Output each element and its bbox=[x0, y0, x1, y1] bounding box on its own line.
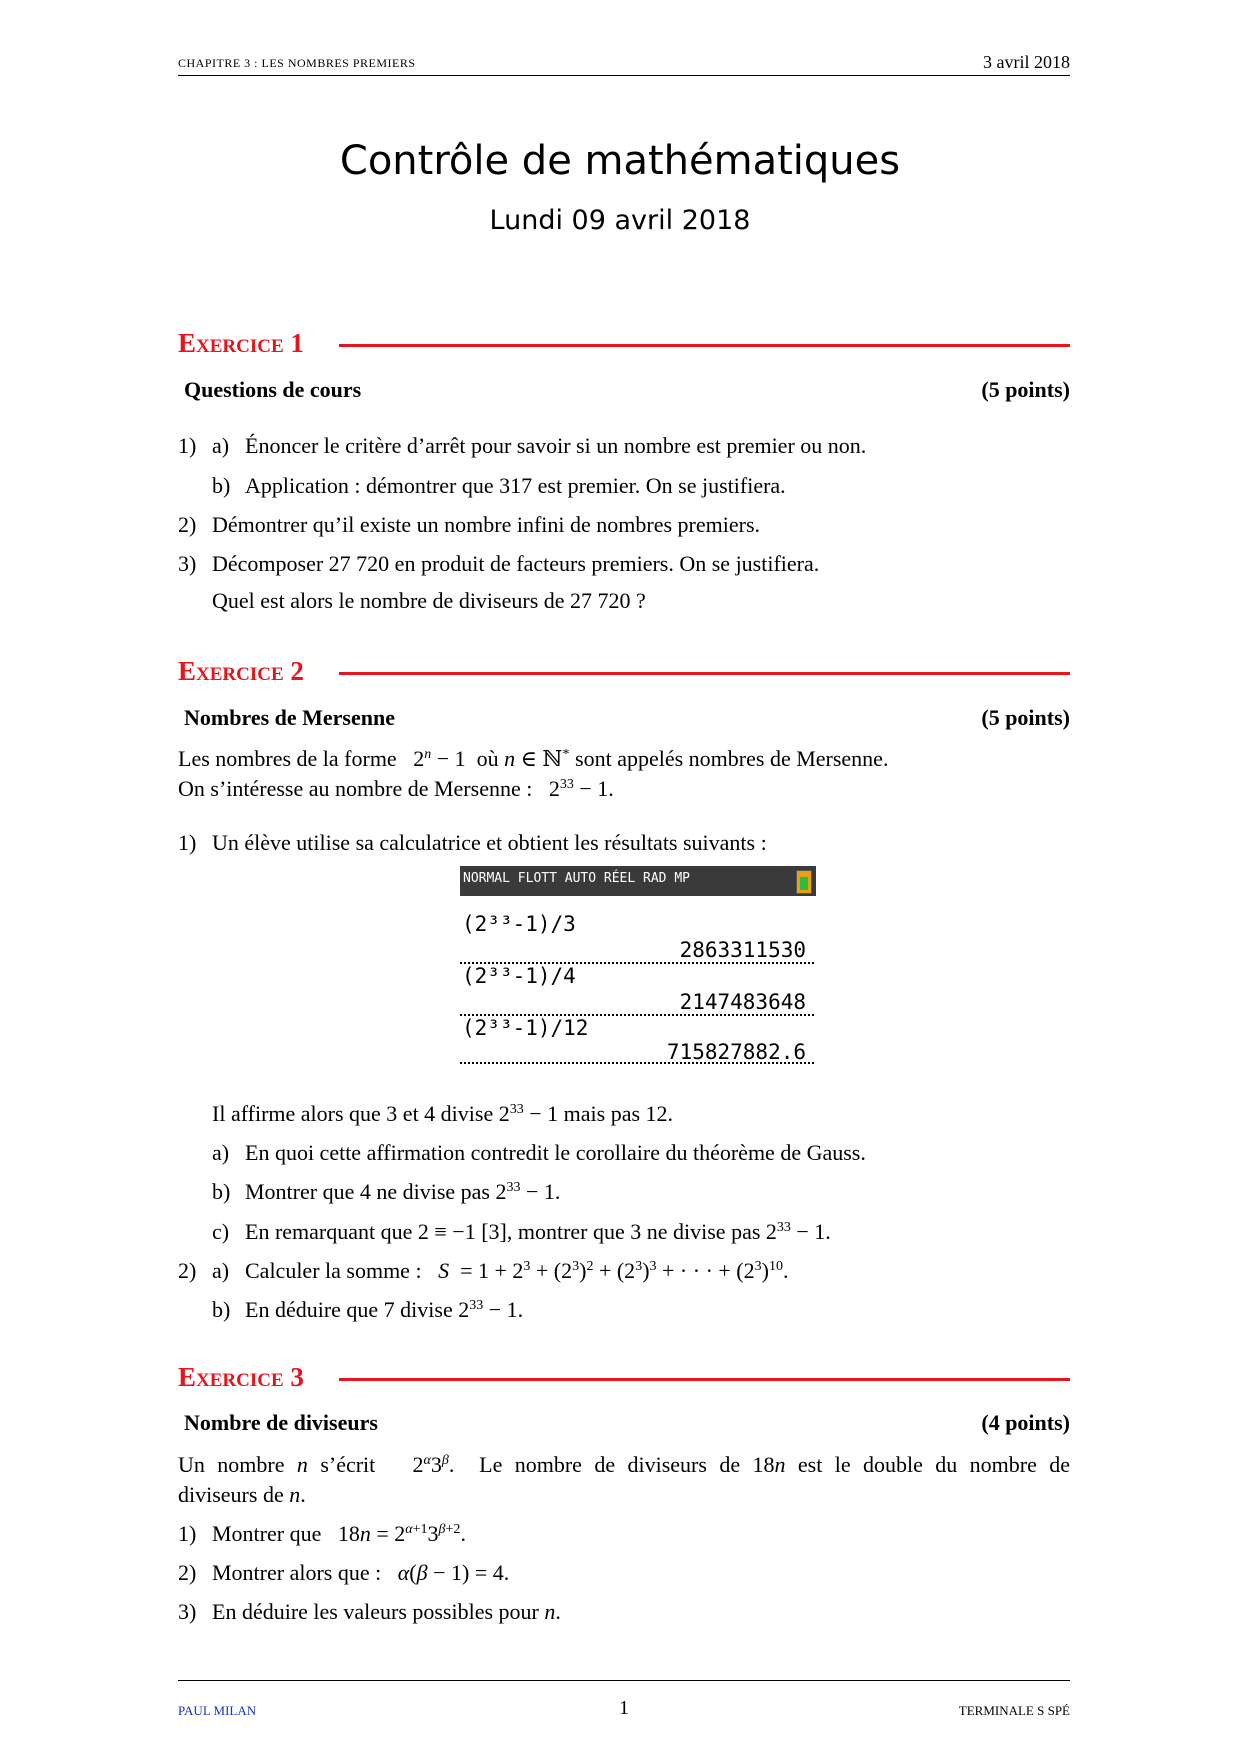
exercise-3-heading bbox=[178, 1362, 1070, 1394]
ex3-intro-d: est le double du nombre de bbox=[797, 1452, 1071, 1477]
ex3-q1-line: Montrer que $18n = 2^{\alpha+1}3^{\beta+2}$. bbox=[212, 1521, 466, 1546]
ex2-intro2: On s’intéresse au nombre de Mersenne : bbox=[178, 776, 533, 801]
exercise-2-points: (5 points) bbox=[981, 705, 1070, 730]
ex2-qc-letter: c) bbox=[212, 1219, 230, 1244]
calc-separator bbox=[460, 1062, 814, 1064]
calc-expression: (2³³-1)/12 bbox=[462, 1016, 589, 1040]
ex2-q1-num: 1) bbox=[178, 830, 197, 855]
calculator-status-bar: NORMAL FLOTT AUTO RÉEL RAD MP bbox=[460, 866, 816, 896]
footer-rule bbox=[178, 1680, 1070, 1681]
exercise-2-subtitle: Nombres de Mersenne bbox=[184, 705, 395, 730]
ex2-intro1-b: sont appelés nombres de Mersenne. bbox=[575, 746, 889, 771]
ex1-q1a-letter: a) bbox=[212, 433, 230, 458]
exercise-2-subtitle-row bbox=[184, 705, 1070, 731]
ex3-intro-c: Le nombre de diviseurs de 18 bbox=[479, 1452, 775, 1477]
ex3-q2-num: 2) bbox=[178, 1560, 197, 1585]
exercise-2-heading bbox=[178, 656, 1070, 688]
ex3-q3-num: 3) bbox=[178, 1599, 197, 1624]
ex2-q2-num: 2) bbox=[178, 1258, 197, 1283]
ex1-q1a: Énoncer le critère d’arrêt pour savoir si un nombre est premier ou non. bbox=[245, 433, 867, 458]
exercise-3-points: (4 points) bbox=[981, 1410, 1070, 1435]
page-number: 1 bbox=[619, 1697, 629, 1719]
ex2-qb-letter: b) bbox=[212, 1179, 231, 1204]
exercise-1-heading bbox=[178, 328, 1070, 360]
ex2-q2b-letter: b) bbox=[212, 1297, 231, 1322]
ex3-intro-b: s’écrit bbox=[320, 1452, 376, 1477]
battery-icon bbox=[796, 870, 812, 894]
ex1-q3b: Quel est alors le nombre de diviseurs de 27 720 ? bbox=[212, 588, 646, 613]
exercise-1-points: (5 points) bbox=[981, 377, 1070, 402]
header-date: 3 avril 2018 bbox=[983, 52, 1070, 72]
ex1-q1b-letter: b) bbox=[212, 473, 231, 498]
calc-result: 2147483648 bbox=[679, 990, 806, 1014]
ex2-claim-b: mais pas 12. bbox=[563, 1101, 674, 1126]
exercise-3-subtitle-row bbox=[184, 1410, 1070, 1436]
ex3-intro-line1: Un nombre n s’écrit $2^\alpha 3^\beta$. Le nombre de diviseurs de 18n est le double du nombre de bbox=[178, 1452, 1071, 1477]
ex2-q2a-line: Calculer la somme : $S = 1 + 2^3 + (2^3)^2 + (2^3)^3$ + · · · + $(2^3)^{10}$. bbox=[245, 1258, 789, 1283]
chapter-label: CHAPITRE 3 : LES NOMBRES PREMIERS bbox=[178, 56, 416, 70]
exercise-2-label: Exercice 2 bbox=[178, 656, 304, 686]
ex3-q1-num: 1) bbox=[178, 1521, 197, 1546]
ex3-q2-line: Montrer alors que : α(β − 1) = 4. bbox=[212, 1560, 510, 1585]
ex2-qc: En remarquant que 2 ≡ −1 [3], montrer que 3 ne divise pas bbox=[245, 1219, 761, 1244]
footer-author: PAUL MILAN bbox=[178, 1703, 257, 1718]
ex2-claim: Il affirme alors que 3 et 4 divise $2^{33} - 1$ mais pas 12. bbox=[212, 1101, 674, 1126]
ex3-intro-e: diviseurs de bbox=[178, 1482, 284, 1507]
calculator-screen bbox=[460, 866, 816, 1062]
ex2-intro-line1: Les nombres de la forme $2^n - 1$ où n ∈ ℕ* sont appelés nombres de Mersenne. bbox=[178, 746, 889, 771]
ex3-q3: En déduire les valeurs possibles pour bbox=[212, 1599, 539, 1624]
ex2-claim-a: Il affirme alors que 3 et 4 divise bbox=[212, 1101, 494, 1126]
exercise-3-rule bbox=[339, 1378, 1070, 1381]
ex2-q2b: En déduire que 7 divise bbox=[245, 1297, 453, 1322]
calc-expression: (2³³-1)/4 bbox=[462, 964, 576, 988]
ex2-qa: En quoi cette affirmation contredit le corollaire du théorème de Gauss. bbox=[245, 1140, 866, 1165]
ex2-q2b-line: En déduire que 7 divise $2^{33} - 1$. bbox=[245, 1297, 524, 1322]
ex1-q2: Démontrer qu’il existe un nombre infini de nombres premiers. bbox=[212, 512, 761, 537]
calc-result: 715827882.6 bbox=[666, 1040, 806, 1064]
calc-expression: (2³³-1)/3 bbox=[462, 912, 576, 936]
ex2-qc-line: En remarquant que 2 ≡ −1 [3], montrer que 3 ne divise pas $2^{33} - 1$. bbox=[245, 1219, 831, 1244]
ex1-q3-num: 3) bbox=[178, 551, 197, 576]
ex2-qa-letter: a) bbox=[212, 1140, 230, 1165]
page-title: Contrôle de mathématiques bbox=[339, 138, 901, 184]
header-rule bbox=[178, 75, 1070, 76]
exercise-3-label: Exercice 3 bbox=[178, 1362, 304, 1392]
ex1-q1b: Application : démontrer que 317 est premier. On se justifiera. bbox=[245, 473, 786, 498]
ex1-q2-num: 2) bbox=[178, 512, 197, 537]
ex2-q2a-letter: a) bbox=[212, 1258, 230, 1283]
ex3-q1: Montrer que bbox=[212, 1521, 322, 1546]
ex3-q3-line: En déduire les valeurs possibles pour n. bbox=[212, 1599, 561, 1624]
ex3-q2: Montrer alors que : bbox=[212, 1560, 382, 1585]
ex3-intro-a: Un nombre bbox=[178, 1452, 285, 1477]
footer-class: TERMINALE S SPÉ bbox=[958, 1703, 1070, 1718]
ex1-q3: Décomposer 27 720 en produit de facteurs premiers. On se justifiera. bbox=[212, 551, 820, 576]
exercise-2-rule bbox=[339, 672, 1070, 675]
exercise-1-subtitle: Questions de cours bbox=[184, 377, 362, 402]
ex2-intro1-a: Les nombres de la forme bbox=[178, 746, 397, 771]
ex2-q2a: Calculer la somme : bbox=[245, 1258, 422, 1283]
ex2-q1: Un élève utilise sa calculatrice et obtient les résultats suivants : bbox=[212, 830, 767, 855]
page-subtitle: Lundi 09 avril 2018 bbox=[489, 205, 751, 236]
ex2-intro-line2: On s’intéresse au nombre de Mersenne : $2^{33} - 1$. bbox=[178, 776, 614, 801]
exercise-3-subtitle: Nombre de diviseurs bbox=[184, 1410, 378, 1435]
exercise-1-rule bbox=[339, 344, 1070, 347]
calc-result: 2863311530 bbox=[679, 938, 806, 962]
ex2-qb-line: Montrer que 4 ne divise pas $2^{33} - 1$. bbox=[245, 1179, 561, 1204]
ex1-q1-num: 1) bbox=[178, 433, 197, 458]
exercise-1-label: Exercice 1 bbox=[178, 328, 304, 358]
exercise-1-subtitle-row bbox=[184, 377, 1070, 403]
ex2-qb: Montrer que 4 ne divise pas bbox=[245, 1179, 490, 1204]
ex3-intro-line2: diviseurs de n. bbox=[178, 1482, 306, 1507]
